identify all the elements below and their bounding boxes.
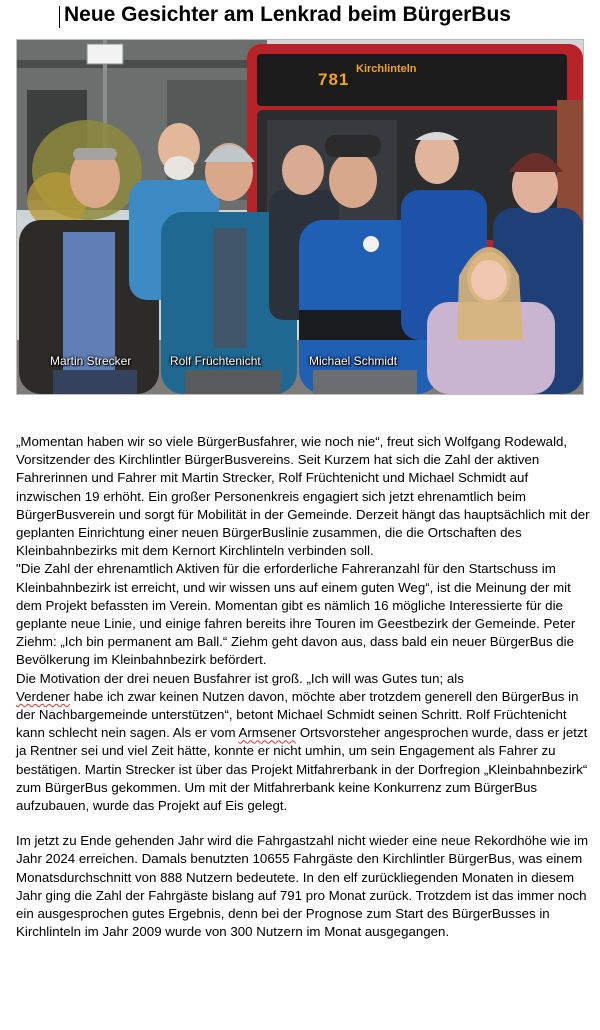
photo-illustration: [17, 40, 583, 394]
page-title: Neue Gesichter am Lenkrad beim BürgerBus: [64, 3, 511, 26]
paragraph-motivation: [16, 670, 591, 816]
paragraph-intro: „Momentan haben wir so viele BürgerBusfahrer, wie noch nie“, freut sich Wolfgang Rodewald, Vorsitzender des Kirchlintler BürgerBusvereins. Seit Kurzem hat sich die Zahl der aktiven Fahrerinnen und Fahrer mit Martin Strecker, Rolf Früchtenicht und Michael Schmidt auf inzwischen 19 erhöht. Ein großer Personenkreis engagiert sich jetzt ehrenamtlich beim BürgerBusverein und sorgt für Mobilität in der Gemeinde. Derzeit hängt das hauptsächlich mit der geplanten Einrichtung einer neuen BürgerBuslinie zusammen, die die Ortschaften des Kleinbahnbezirks mit dem Kernort Kirchlinteln verbinden soll.: [16, 434, 590, 559]
photo-caption-martin-strecker: Martin Strecker: [50, 354, 132, 368]
paragraph-motivation-end: Ortsvorsteher angesprochen wurde, dass er jetzt ja Rentner sei und viel Zeit hätte, konnte er nicht umhin, um sein Engagement als Fahrer zu bestätigen. Martin Strecker ist über das Projekt Mitfahrerbank in der Dorfregion „Kleinbahnbezirk“ zum BürgerBus gekommen. Um mit der Mitfahrerbank keine Konkurrenz zum BürgerBus aufzubauen, wurde das Projekt auf Eis gelegt.: [16, 725, 588, 814]
article-body: [16, 433, 591, 941]
bus-route-number: 781: [318, 70, 350, 89]
bus-destination-display: Kirchlinteln: [356, 63, 417, 75]
paragraph-quote-drivers: "Die Zahl der ehrenamtlich Aktiven für die erforderliche Fahreranzahl für den Startschuss im Kleinbahnbezirk ist erreicht, und wir wissen uns auf einem guten Weg“, ist die Meinung der mit dem Projekt befassten im Verein. Momentan gibt es nämlich 16 mögliche Interessierte für die geplante neue Linie, und einige fahren bereits ihre Touren im Geestbezirk der Gemeinde. Peter Ziehm: „Ich bin permanent am Ball.“ Ziehm geht davon aus, dass bald ein neuer BürgerBus die Bevölkerung im Kleinbahnbezirk befördert.: [16, 561, 576, 668]
spellcheck-word-armsener: Armsener: [238, 725, 297, 741]
paragraph-passenger-numbers: Im jetzt zu Ende gehenden Jahr wird die Fahrgastzahl nicht wieder eine neue Rekordhöhe wie im Jahr 2024 erreichen. Damals benutzten 10655 Fahrgäste den Kirchlintler BürgerBus, was einem Monatsdurchschnitt von 888 Nutzern bedeutete. In den elf zurückliegenden Monaten in diesem Jahr ging die Zahl der Fahrgäste bislang auf 791 pro Monat zurück. Trotzdem ist das immer noch ein ausgesprochen gutes Ergebnis, denn bei der Prognose zum Start des BürgerBusses in Kirchlinteln im Jahr 2009 wurde von 300 Nutzern im Monat ausgegangen.: [16, 833, 589, 940]
photo-caption-michael-schmidt: Michael Schmidt: [309, 354, 398, 368]
photo-caption-rolf-fruechtenicht: Rolf Früchtenicht: [170, 354, 261, 368]
paragraph-motivation-start: Die Motivation der drei neuen Busfahrer ist groß. „Ich will was Gutes tun; als: [16, 670, 464, 686]
spellcheck-word-verdener: Verdener: [16, 688, 70, 704]
paragraph-motivation-middle: habe ich zwar keinen Nutzen davon, möchte aber trotzdem generell den BürgerBus in der Nachbargemeinde unterstützen“, betont Michael Schmidt seinen Schritt. Rolf Früchtenicht kann schlecht nein sagen. Als er vom: [16, 688, 579, 741]
group-photo: [16, 39, 584, 395]
text-cursor: [59, 6, 60, 28]
